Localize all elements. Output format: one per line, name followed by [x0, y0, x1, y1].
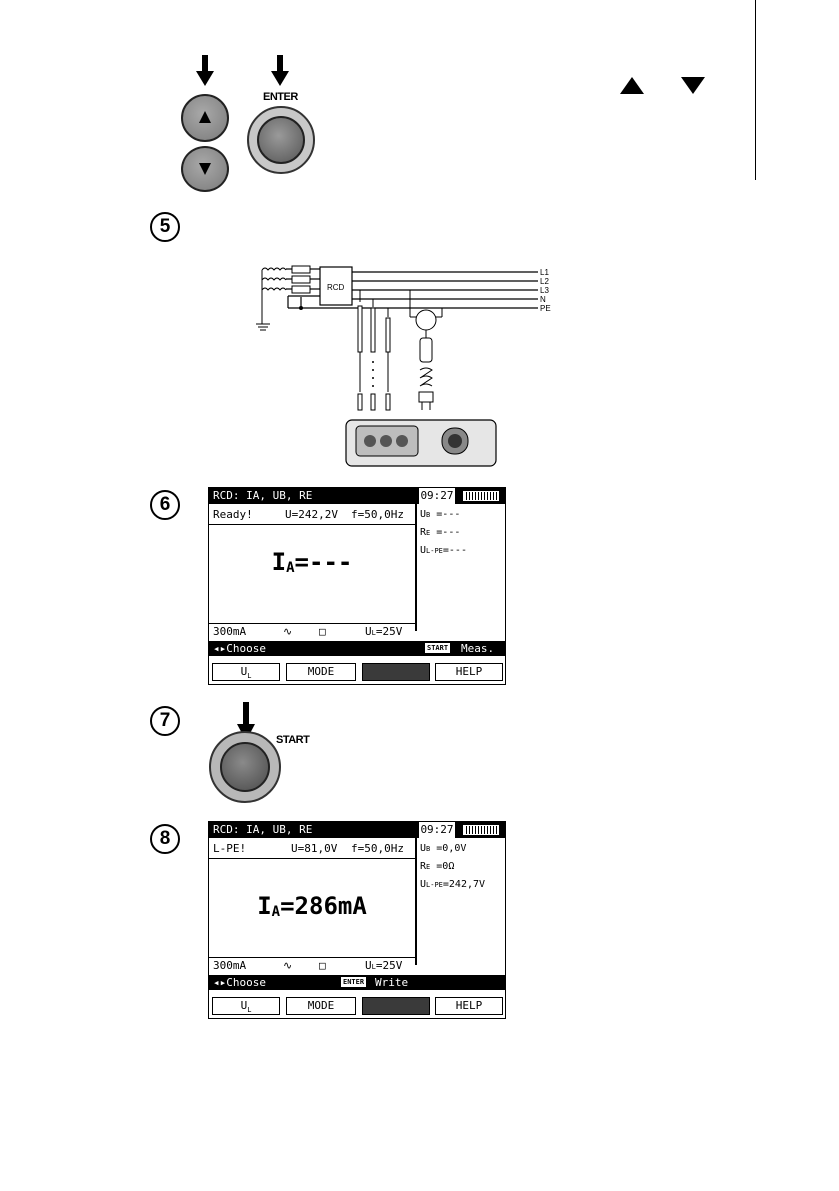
- blank-softkey: [362, 663, 430, 681]
- status-line: [213, 842, 404, 855]
- ul-setting: UL=25V: [365, 959, 403, 972]
- voltage-readout: U=242,2V: [285, 508, 338, 521]
- help-softkey[interactable]: HELP: [435, 663, 503, 681]
- main-measurement: [209, 548, 415, 576]
- help-softkey[interactable]: HELP: [435, 997, 503, 1015]
- status-text: L-PE!: [213, 842, 247, 855]
- main-symbol: I: [271, 548, 287, 576]
- triangle-down-icon: [681, 77, 705, 94]
- frequency-readout: f=50,0Hz: [351, 508, 404, 521]
- press-arrow-icon: [195, 55, 215, 87]
- side-ulpe: UL-PE=242,7V: [420, 879, 486, 890]
- main-subscript: A: [271, 904, 281, 920]
- hint-bar: [209, 975, 505, 990]
- press-arrow-icon: [270, 55, 290, 87]
- start-key-icon: START: [427, 644, 449, 652]
- ul-softkey[interactable]: $U_L$: [212, 663, 280, 681]
- frequency-readout: f=50,0Hz: [351, 842, 404, 855]
- wiring-diagram: [248, 262, 558, 472]
- current-setting: 300mA: [213, 959, 247, 972]
- status-text: Ready!: [213, 508, 253, 521]
- blank-softkey: [362, 997, 430, 1015]
- mode-softkey[interactable]: MODE: [286, 663, 356, 681]
- screen-header: [209, 822, 505, 838]
- line-label-n: N: [540, 295, 546, 304]
- main-subscript: A: [286, 560, 295, 576]
- divider: [209, 858, 415, 859]
- battery-icon: [463, 825, 499, 835]
- divider: [209, 623, 415, 624]
- line-label-l3: L3: [540, 286, 549, 295]
- hint-choose: ◂▸Choose: [213, 976, 266, 989]
- hint-bar: [209, 641, 505, 656]
- start-button[interactable]: [209, 731, 281, 803]
- screen-title: RCD: IA, UB, RE: [213, 823, 313, 836]
- line-label-l2: L2: [540, 277, 549, 286]
- screen-clock: 09:27: [417, 822, 457, 838]
- square-icon: □: [319, 959, 326, 972]
- step-7-marker: 7: [150, 706, 180, 736]
- voltage-readout: U=81,0V: [291, 842, 338, 855]
- enter-key-icon: ENTER: [343, 978, 365, 986]
- side-re: RE =0Ω: [420, 861, 455, 872]
- enter-button[interactable]: [247, 106, 315, 174]
- step-8-marker: 8: [150, 824, 180, 854]
- ul-setting: UL=25V: [365, 625, 403, 638]
- hint-choose: ◂▸Choose: [213, 642, 266, 655]
- screen-header: [209, 488, 505, 504]
- divider: [415, 504, 417, 631]
- side-ub: UB =0,0V: [420, 843, 467, 854]
- line-label-pe: PE: [540, 304, 551, 313]
- step-6-marker: 6: [150, 490, 180, 520]
- meter-screen-result: [208, 821, 506, 1019]
- main-symbol: I: [257, 892, 272, 920]
- divider: [209, 957, 415, 958]
- main-measurement: [209, 892, 415, 920]
- hint-action: Meas.: [461, 642, 495, 655]
- meter-screen-ready: [208, 487, 506, 685]
- enter-button-label: ENTER: [263, 91, 298, 103]
- main-value: =---: [294, 548, 353, 576]
- status-line: [213, 508, 404, 521]
- screen-clock: 09:27: [417, 488, 457, 504]
- screen-title: RCD: IA, UB, RE: [213, 489, 313, 502]
- rcd-label: RCD: [327, 283, 345, 292]
- side-re: RE =---: [420, 527, 461, 538]
- enter-button-center: [257, 116, 305, 164]
- hint-action: Write: [375, 976, 409, 989]
- triangle-up-icon: [620, 77, 644, 94]
- side-ulpe: UL-PE=---: [420, 545, 467, 556]
- start-button-label: START: [276, 734, 310, 746]
- sine-wave-icon: ∿: [283, 625, 293, 638]
- divider: [415, 838, 417, 965]
- battery-icon: [463, 491, 499, 501]
- line-label-l1: L1: [540, 268, 549, 277]
- step-5-marker: 5: [150, 212, 180, 242]
- start-button-center: [220, 742, 270, 792]
- sine-wave-icon: ∿: [283, 959, 293, 972]
- ul-softkey[interactable]: $U_L$: [212, 997, 280, 1015]
- mode-softkey[interactable]: MODE: [286, 997, 356, 1015]
- current-setting: 300mA: [213, 625, 247, 638]
- side-ub: UB =---: [420, 509, 461, 520]
- square-icon: □: [319, 625, 326, 638]
- page-edge-rule: [755, 0, 756, 180]
- main-value: =286mA: [280, 892, 367, 920]
- divider: [209, 524, 415, 525]
- triangle-up-icon: [199, 111, 211, 123]
- triangle-down-icon: [199, 163, 211, 175]
